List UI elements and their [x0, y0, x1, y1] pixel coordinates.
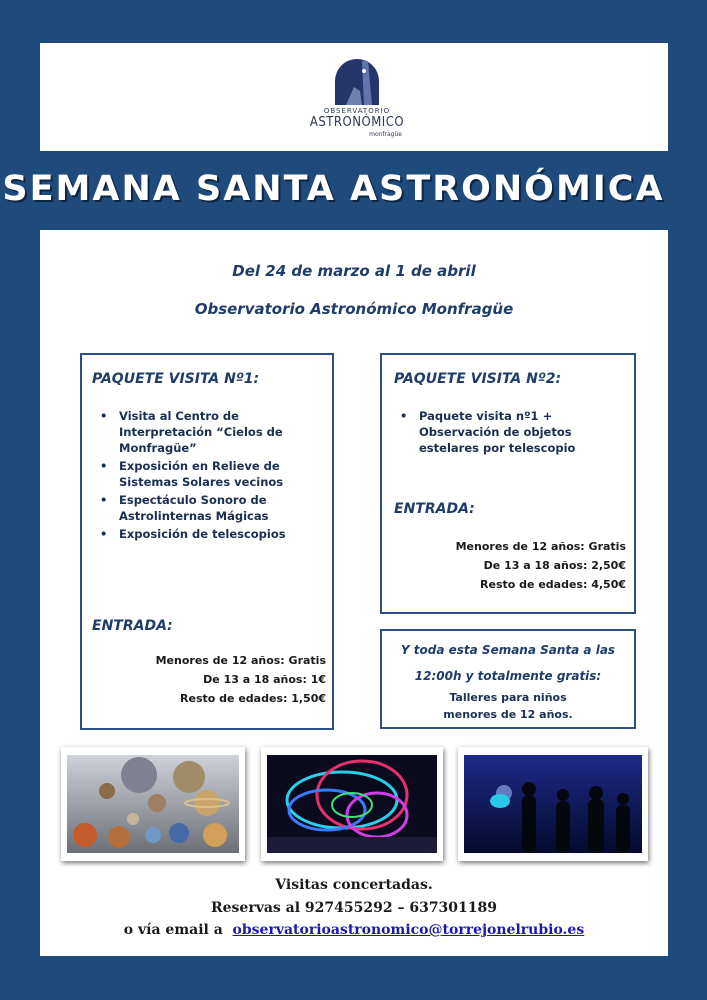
email-link[interactable]: observatorioastronomico@torrejonelrubio.es [232, 922, 585, 938]
logo-text-observatorio: OBSERVATORIO [323, 107, 391, 115]
title-band [0, 151, 707, 230]
bullet-icon: • [100, 493, 108, 507]
poster-content [2, 43, 668, 956]
list-item: • Exposición en Relieve de Sistemas Solares vecinos [100, 459, 284, 489]
list-item: • Paquete visita nº1 + Observación de objetos estelares por telescopio [400, 409, 576, 455]
price-row: Menores de 12 años: Gratis [455, 540, 626, 553]
logo-text-astronomico: ASTRONÓMICO [309, 115, 405, 130]
package-2-list [392, 408, 628, 458]
price-row: De 13 a 18 años: 1€ [203, 673, 326, 686]
free-workshops-box [380, 629, 636, 729]
observatory-logo [302, 57, 412, 143]
page-title: SEMANA SANTA ASTRONÓMICA [2, 169, 665, 209]
footer-email-prefix: o vía email a [123, 922, 223, 938]
visitors-photo [458, 747, 648, 861]
bullet-icon: • [100, 459, 108, 473]
observatory-dome-icon [302, 57, 412, 107]
bullet-icon: • [100, 409, 108, 423]
package-1-list [92, 408, 328, 544]
list-item: • Visita al Centro de Interpretación “Cielos de Monfragüe” [100, 409, 283, 455]
laser-light-show-photo-icon [267, 755, 437, 853]
package-2-prices [392, 537, 626, 594]
footer-phones: Reservas al 927455292 – 637301189 [210, 900, 498, 916]
price-row: Resto de edades: 1,50€ [180, 692, 326, 705]
package-2-title: PAQUETE VISITA Nº2: [394, 371, 562, 387]
package-1-title: PAQUETE VISITA Nº1: [92, 371, 260, 387]
free-workshops-body: Talleres para niños menores de 12 años. [443, 691, 573, 721]
package-2-box [380, 353, 636, 614]
logo-area [40, 43, 668, 149]
package-1-box [80, 353, 334, 730]
event-venue: Observatorio Astronómico Monfragüe [194, 300, 514, 318]
package-1-prices [92, 651, 326, 708]
footer-visits: Visitas concertadas. [275, 877, 433, 893]
laser-show-photo [261, 747, 443, 861]
package-1-entry-title: ENTRADA: [92, 618, 173, 634]
logo-text-monfrague: monfragüe [369, 131, 402, 138]
price-row: Menores de 12 años: Gratis [155, 654, 326, 667]
list-item: • Espectáculo Sonoro de Astrolinternas Mágicas [100, 493, 269, 523]
price-row: Resto de edades: 4,50€ [480, 578, 626, 591]
solar-system-photo [61, 747, 245, 861]
footer-email-line [40, 922, 668, 938]
solar-system-model-photo-icon [67, 755, 239, 853]
visitors-in-dark-room-photo-icon [464, 755, 642, 853]
event-dates: Del 24 de marzo al 1 de abril [232, 262, 476, 280]
bullet-icon: • [100, 527, 108, 541]
bullet-icon: • [400, 409, 408, 423]
price-row: De 13 a 18 años: 2,50€ [483, 559, 626, 572]
free-workshops-heading: Y toda esta Semana Santa a las 12:00h y totalmente gratis: [400, 643, 616, 683]
list-item: • Exposición de telescopios [100, 527, 286, 541]
package-2-entry-title: ENTRADA: [394, 501, 475, 517]
